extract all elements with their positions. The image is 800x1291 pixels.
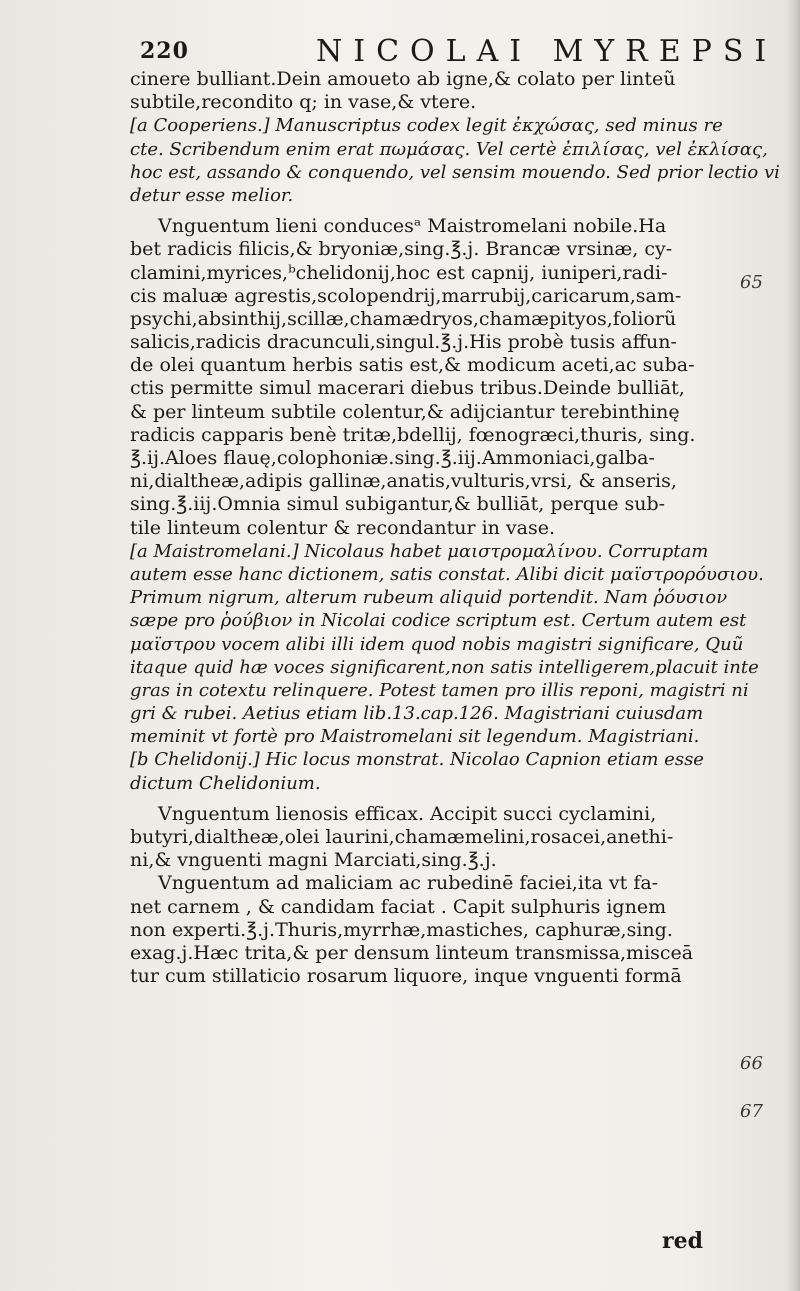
text-line: tile linteum colentur & recondantur in vase.	[130, 516, 556, 539]
text-line: non experti.℥.j.Thuris,myrrhæ,mastiches, caphuræ,sing.	[130, 918, 673, 941]
annotation-line: meminit vt fortè pro Maistromelani sit legendum. Magistriani.	[130, 726, 700, 748]
margin-number: 67	[740, 1101, 763, 1122]
annotation-line: itaque quid hæ voces significarent,non satis intelligerem,placuit inte	[130, 656, 759, 678]
annotation-line: μαϊστρου vocem alibi illi idem quod nobis magistri significare, Quũ	[130, 633, 744, 655]
text-line: ni,dialthеæ,adipis gallinæ,anatis,vulturis,vrsi, & anseris,	[130, 470, 677, 493]
annotation-line: [a Maistromelani.] Nicolaus habet μαιστρομαλίνου. Corruptam	[130, 540, 709, 562]
text-line: de olei quantum herbis satis est,& modicum aceti,ac suba-	[130, 354, 695, 377]
text-line: butyri,dialthеæ,olei laurini,chamæmelini,rosacei,anethi-	[130, 826, 674, 848]
text-line: net carnem , & candidam faciat . Capit sulphuris ignem	[130, 895, 667, 918]
margin-number: 66	[740, 1053, 763, 1074]
annotation-line: Primum nigrum, alterum rubeum aliquid portendit. Nam ῥόυσιον	[130, 587, 728, 609]
annotation-line: dictum Chelidonium.	[130, 772, 321, 794]
margin-number: 65	[740, 272, 763, 293]
page-edge-shadow	[786, 0, 800, 1291]
annotation-line: autem esse hanc dictionem, satis constat. Alibi dicit μαϊστρορόυσιου.	[130, 563, 764, 585]
text-line: exag.j.Hæc trita,& per densum linteum transmissa,misceā	[130, 941, 694, 964]
annotation-line: detur esse melior.	[130, 184, 294, 206]
text-line: ni,& vnguenti magni Marciati,sing.℥.j.	[130, 849, 497, 872]
annotation-line: [a Cooperiens.] Manuscriptus codex legit ἐκχώσας, sed minus re	[130, 115, 723, 137]
text-line: & per linteum subtile colentur,& adijciantur terebinthinę	[130, 400, 680, 423]
text-line: tur cum stillaticio rosarum liquore, inque vnguenti formā	[130, 965, 682, 988]
annotation-line: sæpe pro ῥούβιον in Nicolai codice scriptum est. Certum autem est	[130, 610, 747, 632]
text-line: psychi,absinthij,scillæ,chamædryos,chamæpityos,foliorũ	[130, 307, 677, 330]
text-line: subtile,recondito q; in vase,& vtere.	[130, 91, 477, 114]
running-head: NICOLAI MYREPSI	[316, 34, 778, 69]
text-line: ctis permitte simul macerari diebus tribus.Deinde bulliāt,	[130, 377, 685, 400]
text-line: Vnguentum lienosis efficax. Accipit succi cyclamini,	[158, 802, 657, 825]
text-line: Vnguentum lieni conducesᵃ Maistromelani nobile.Ha	[158, 215, 667, 238]
text-line: clamini,myrices,ᵇchelidonij,hoc est capnij, iuniperi,radi-	[130, 261, 668, 284]
text-line: cis maluæ agrestis,scolopendrij,marrubij,caricarum,sam-	[130, 284, 682, 307]
text-line: Vnguentum ad maliciam ac rubedinē faciei,ita vt fa-	[158, 872, 659, 895]
text-line: bet radicis filicis,& bryoniæ,sing.℥.j. Brancæ vrsinæ, cy-	[130, 238, 673, 261]
annotation-line: gras in cotextu relinquere. Potest tamen pro illis reponi, magistri ni	[130, 679, 749, 701]
text-line: salicis,radicis dracunculi,singul.℥.j.His probè tusis affun-	[130, 331, 677, 354]
annotation-line: [b Chelidonij.] Hic locus monstrat. Nicolao Capnion etiam esse	[130, 749, 704, 771]
catchword: red	[662, 1228, 703, 1254]
text-line: cinere bulliant.Dein amoueto ab igne,& colato per linteũ	[130, 68, 676, 90]
paragraph-gap	[130, 795, 690, 803]
annotation-line: gri & rubei. Aetius etiam lib.13.cap.126. Magistriani cuiusdam	[130, 703, 704, 725]
paragraph-gap	[130, 207, 690, 215]
page-number: 220	[140, 38, 189, 64]
text-line: ℥.ij.Aloes flauę,colophoniæ.sing.℥.iij.Ammoniaci,galba-	[130, 447, 655, 469]
annotation-line: cte. Scribendum enim erat πωμάσας. Vel certè ἐπιλίσας, vel ἐκλίσας,	[130, 138, 768, 160]
text-line: radicis capparis benè tritæ,bdellij, fœnogræci,thuris, sing.	[130, 423, 696, 446]
text-line: sing.℥.iij.Omnia simul subigantur,& bulliāt, perque sub-	[130, 493, 666, 516]
annotation-line: hoc est, assando & conquendo, vel sensim mouendo. Sed prior lectio vi	[130, 161, 780, 183]
